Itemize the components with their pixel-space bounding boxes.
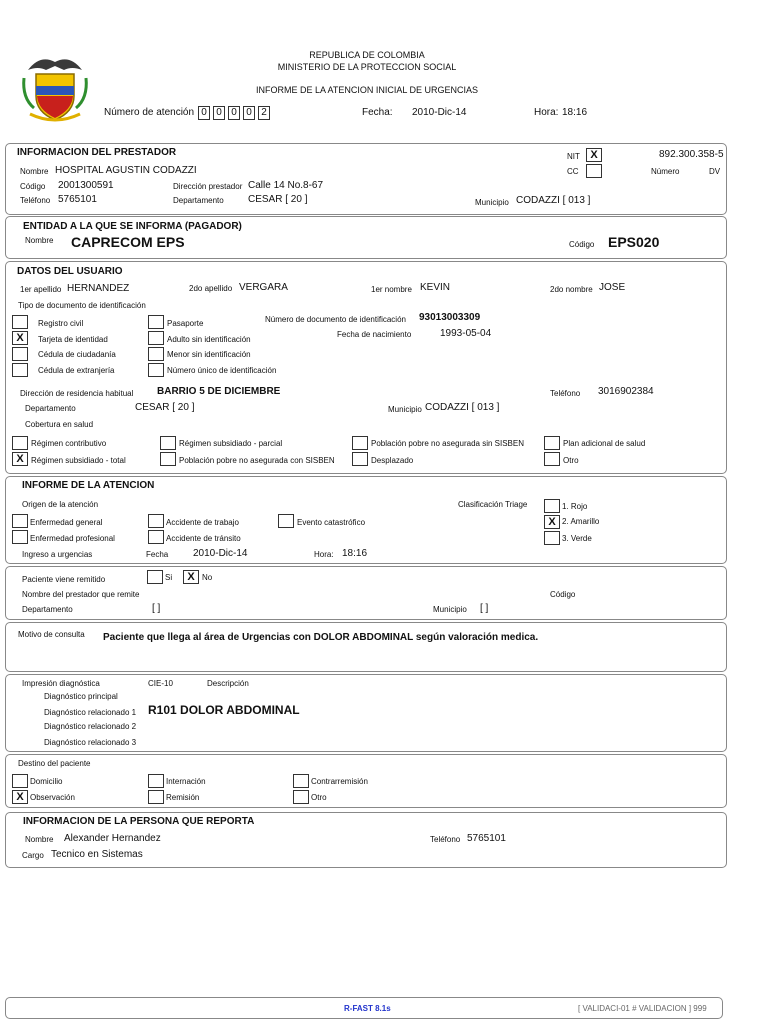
doc-type-option-label: Registro civil [38,319,84,328]
referred-yes-label: Si [165,573,173,582]
diag-rel2-label: Diagnóstico relacionado 2 [44,722,137,731]
provider-name-label: Nombre [20,167,49,176]
footer-app-name: R-FAST 8.1s [344,1004,391,1013]
doc-type-option-label: Menor sin identificación [167,350,251,359]
coverage-checkbox[interactable] [544,452,560,466]
footer-code: [ VALIDACI-01 # VALIDACION ] 999 [578,1004,707,1013]
attention-digit: 2 [258,106,270,120]
destination-option-label: Remisión [166,793,200,802]
doc-type-option-label: Tarjeta de identidad [38,335,108,344]
payer-code: EPS020 [608,234,660,250]
entry-time-label: Hora: [314,550,334,559]
origin-checkbox[interactable] [278,514,294,528]
attention-digit: 0 [213,106,225,120]
provider-address-label: Dirección prestador [173,182,243,191]
doc-type-checkbox[interactable] [148,315,164,329]
payer-name: CAPRECOM EPS [71,234,185,250]
provider-municipality-label: Municipio [475,198,509,207]
provider-phone-label: Teléfono [20,196,51,205]
surname2-value: VERGARA [239,282,288,293]
name1-value: KEVIN [420,282,451,293]
entry-time: 18:16 [342,548,368,559]
coverage-checkbox[interactable] [160,436,176,450]
provider-code: 2001300591 [58,180,114,191]
coverage-option-label: Desplazado [371,456,414,465]
provider-department: CESAR [ 20 ] [248,194,308,205]
attention-digit: 0 [198,106,210,120]
doc-type-checkbox[interactable] [12,347,28,361]
user-address: BARRIO 5 DE DICIEMBRE [157,386,281,397]
coverage-checkbox[interactable]: X [12,452,28,466]
origin-checkbox[interactable] [12,514,28,528]
description-label: Descripción [207,679,249,688]
doc-type-checkbox[interactable] [148,347,164,361]
doc-type-option-label: Cédula de extranjería [38,366,115,375]
payer-name-label: Nombre [25,236,54,245]
diag-rel1-value: R101 DOLOR ABDOMINAL [148,703,300,717]
doc-number-value: 93013003309 [419,312,481,323]
dv-label: DV [709,167,721,176]
reporter-title: INFORMACION DE LA PERSONA QUE REPORTA [23,816,255,827]
user-address-label: Dirección de residencia habitual [20,389,134,398]
report-title: INFORME DE LA ATENCION INICIAL DE URGENCIAS [255,85,479,95]
provider-title: INFORMACION DEL PRESTADOR [17,147,177,158]
provider-name: HOSPITAL AGUSTIN CODAZZI [55,165,197,176]
doc-type-label: Tipo de documento de identificación [18,301,146,310]
user-municipality: CODAZZI [ 013 ] [425,402,500,413]
diag-rel1-label: Diagnóstico relacionado 1 [44,708,137,717]
user-department-label: Departamento [25,404,76,413]
user-municipality-label: Municipio [388,405,422,414]
coverage-checkbox[interactable] [12,436,28,450]
nit-label: NIT [567,152,580,161]
time-value: 18:16 [562,107,588,118]
doc-type-checkbox[interactable] [148,331,164,345]
referring-code-label: Código [550,590,576,599]
number-label: Número [651,167,680,176]
doc-type-checkbox[interactable] [12,315,28,329]
birth-label: Fecha de nacimiento [337,330,412,339]
date-value: 2010-Dic-14 [412,107,467,118]
coverage-checkbox[interactable] [160,452,176,466]
payer-title: ENTIDAD A LA QUE SE INFORMA (PAGADOR) [23,221,242,232]
reason-label: Motivo de consulta [18,630,85,639]
coverage-option-label: Otro [563,456,579,465]
doc-type-checkbox[interactable] [12,363,28,377]
doc-type-option-label: Adulto sin identificación [167,335,251,344]
origin-checkbox[interactable] [148,514,164,528]
destination-option-label: Observación [30,793,75,802]
doc-number-label: Número de documento de identificación [265,315,406,324]
origin-option-label: Enfermedad general [30,518,103,527]
reason-value: Paciente que llega al área de Urgencias con DOLOR ABDOMINAL según valoración medica. [103,632,539,643]
destination-label: Destino del paciente [18,759,91,768]
name2-value: JOSE [599,282,626,293]
nit-value: 892.300.358-5 [659,149,724,160]
user-title: DATOS DEL USUARIO [17,266,123,277]
destination-checkbox[interactable] [148,790,164,804]
destination-checkbox[interactable]: X [12,790,28,804]
doc-type-option-label: Pasaporte [167,319,204,328]
surname2-label: 2do apellido [189,284,233,293]
coverage-option-label: Régimen subsidiado - parcial [179,439,283,448]
ref-department-label: Departamento [22,605,73,614]
provider-phone: 5765101 [58,194,97,205]
triage-checkbox[interactable] [544,531,560,545]
entry-date-label: Fecha [146,550,169,559]
cie-label: CIE-10 [148,679,173,688]
triage-option-label: 3. Verde [562,534,592,543]
doc-type-option-label: Cédula de ciudadanía [38,350,116,359]
user-phone: 3016902384 [598,386,654,397]
coverage-checkbox[interactable] [352,436,368,450]
origin-option-label: Evento catastrófico [297,518,366,527]
attention-number-label: Número de atención [104,107,195,118]
referring-provider-label: Nombre del prestador que remite [22,590,140,599]
coverage-option-label: Plan adicional de salud [563,439,646,448]
triage-checkbox[interactable]: X [544,515,560,529]
nit-checkbox[interactable]: X [586,148,602,162]
ref-municipality-label: Municipio [433,605,467,614]
payer-code-label: Código [569,240,595,249]
reporter-phone-label: Teléfono [430,835,461,844]
provider-department-label: Departamento [173,196,224,205]
destination-checkbox[interactable] [12,774,28,788]
doc-type-checkbox[interactable]: X [12,331,28,345]
user-department: CESAR [ 20 ] [135,402,195,413]
coverage-option-label: Población pobre no asegurada con SISBEN [179,456,335,465]
attention-title: INFORME DE LA ATENCION [22,480,155,491]
provider-address: Calle 14 No.8-67 [248,180,324,191]
referred-no-checkbox[interactable]: X [183,570,199,584]
attention-digit: 0 [243,106,255,120]
coverage-option-label: Población pobre no asegurada sin SISBEN [371,439,524,448]
cc-label: CC [567,167,579,176]
reporter-name: Alexander Hernandez [64,833,161,844]
ref-department: [ ] [152,603,161,614]
provider-municipality: CODAZZI [ 013 ] [516,195,591,206]
destination-option-label: Contrarremisión [311,777,368,786]
time-label: Hora: [534,107,559,118]
origin-label: Origen de la atención [22,500,99,509]
reporter-phone: 5765101 [467,833,506,844]
surname1-value: HERNANDEZ [67,283,130,294]
birth-value: 1993-05-04 [440,328,492,339]
triage-option-label: 2. Amarillo [562,517,600,526]
entry-date: 2010-Dic-14 [193,548,248,559]
doc-type-checkbox[interactable] [148,363,164,377]
destination-checkbox[interactable] [293,774,309,788]
coverage-option-label: Régimen subsidiado - total [31,456,126,465]
origin-checkbox[interactable] [148,530,164,544]
origin-checkbox[interactable] [12,530,28,544]
referred-yes-checkbox[interactable] [147,570,163,584]
name1-label: 1er nombre [371,285,412,294]
name2-label: 2do nombre [550,285,593,294]
diagnosis-label: Impresión diagnóstica [22,679,100,688]
entry-label: Ingreso a urgencias [22,550,93,559]
triage-option-label: 1. Rojo [562,502,588,511]
referred-no-label: No [202,573,213,582]
date-label: Fecha: [362,107,393,118]
coverage-option-label: Régimen contributivo [31,439,107,448]
cc-checkbox[interactable] [586,164,602,178]
destination-option-label: Internación [166,777,206,786]
reporter-role: Tecnico en Sistemas [51,849,143,860]
provider-code-label: Código [20,182,46,191]
coverage-checkbox[interactable] [352,452,368,466]
ref-municipality: [ ] [480,603,489,614]
coverage-checkbox[interactable] [544,436,560,450]
attention-digit: 0 [228,106,240,120]
user-phone-label: Teléfono [550,389,581,398]
triage-label: Clasificación Triage [458,500,528,509]
republic-label: REPUBLICA DE COLOMBIA [309,50,425,60]
referred-label: Paciente viene remitido [22,575,106,584]
diag-main-label: Diagnóstico principal [44,692,118,701]
destination-option-label: Domicilio [30,777,63,786]
destination-checkbox[interactable] [293,790,309,804]
destination-checkbox[interactable] [148,774,164,788]
destination-option-label: Otro [311,793,327,802]
origin-option-label: Accidente de trabajo [166,518,239,527]
ministry-label: MINISTERIO DE LA PROTECCION SOCIAL [277,62,457,72]
reason-section [5,622,727,672]
reporter-role-label: Cargo [22,851,44,860]
reporter-name-label: Nombre [25,835,54,844]
doc-type-option-label: Número único de identificación [167,366,277,375]
surname1-label: 1er apellido [20,285,62,294]
origin-option-label: Enfermedad profesional [30,534,115,543]
coverage-label: Cobertura en salud [25,420,94,429]
origin-option-label: Accidente de tránsito [166,534,241,543]
triage-checkbox[interactable] [544,499,560,513]
diag-rel3-label: Diagnóstico relacionado 3 [44,738,137,747]
